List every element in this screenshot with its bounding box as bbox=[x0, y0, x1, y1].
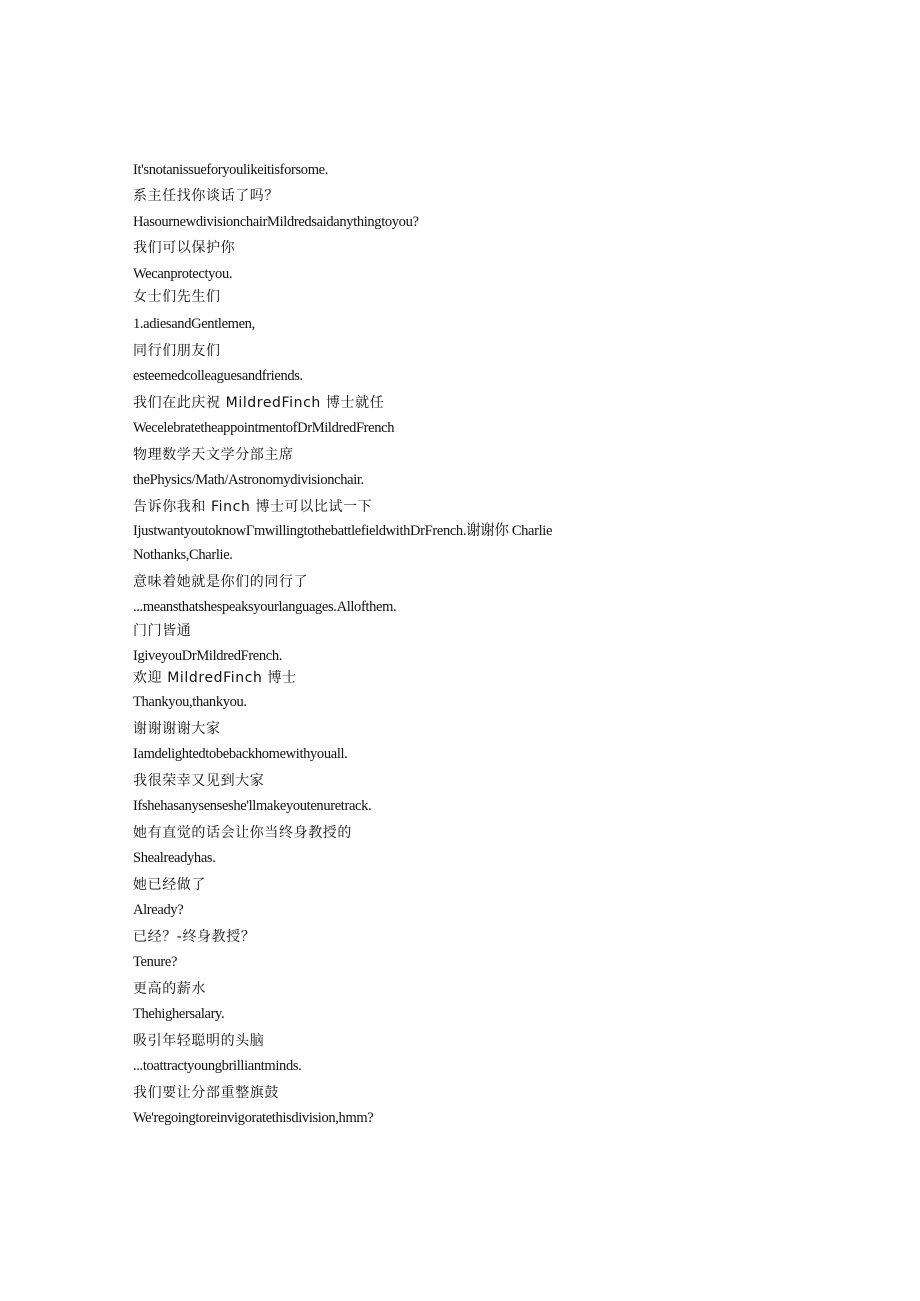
text-line: It'snotanissueforyoulikeitisforsome. bbox=[133, 162, 328, 178]
text-line: ...meansthatshespeaksyourlanguages.Allofthem. bbox=[133, 599, 397, 615]
text-line: 谢谢谢谢大家 bbox=[133, 721, 221, 737]
text-line: 同行们朋友们 bbox=[133, 343, 221, 359]
text-line: Shealreadyhas. bbox=[133, 850, 216, 866]
text-line: 她已经做了 bbox=[133, 877, 206, 893]
text-line: 欢迎 MildredFinch 博士 bbox=[133, 670, 297, 686]
text-line: 已经？-终身教授？ bbox=[133, 929, 256, 945]
text-line: IjustwantyoutoknowΓmwillingtothebattlefieldwithDrFrench.谢谢你 Charlie bbox=[133, 523, 553, 539]
text-line: ...toattractyoungbrilliantminds. bbox=[133, 1058, 302, 1074]
text-line: Thankyou,thankyou. bbox=[133, 694, 247, 710]
text-line: 女士们先生们 bbox=[133, 289, 221, 305]
text-line: 更高的薪水 bbox=[133, 981, 206, 997]
text-line: WecelebratetheappointmentofDrMildredFrench bbox=[133, 420, 395, 436]
text-line: 吸引年轻聪明的头脑 bbox=[133, 1033, 265, 1049]
text-line: 她有直觉的话会让你当终身教授的 bbox=[133, 825, 352, 841]
text-line: 门门皆通 bbox=[133, 623, 192, 639]
text-line: 我很荣幸又见到大家 bbox=[133, 773, 265, 789]
text-line: 我们可以保护你 bbox=[133, 240, 236, 256]
text-line: Thehighersalary. bbox=[133, 1006, 225, 1022]
text-line: esteemedcolleaguesandfriends. bbox=[133, 368, 303, 384]
text-line: Wecanprotectyou. bbox=[133, 266, 233, 282]
text-line: Tenure? bbox=[133, 954, 178, 970]
text-line: 我们在此庆祝 MildredFinch 博士就任 bbox=[133, 395, 385, 411]
text-line: 意味着她就是你们的同行了 bbox=[133, 574, 309, 590]
text-line: 1.adiesandGentlemen, bbox=[133, 316, 255, 332]
text-line: thePhysics/Math/Astronomydivisionchair. bbox=[133, 472, 364, 488]
text-line: 系主任找你谈话了吗？ bbox=[133, 188, 279, 204]
text-line: Ifshehasanysenseshe'llmakeyoutenuretrack. bbox=[133, 798, 372, 814]
text-line: We'regoingtoreinvigoratethisdivision,hmm? bbox=[133, 1110, 374, 1126]
text-line: 告诉你我和 Finch 博士可以比试一下 bbox=[133, 499, 373, 515]
text-line: IgiveyouDrMildredFrench. bbox=[133, 648, 283, 664]
text-line: 物理数学天文学分部主席 bbox=[133, 447, 294, 463]
text-line: Iamdelightedtobebackhomewithyouall. bbox=[133, 746, 348, 762]
text-line: Nothanks,Charlie. bbox=[133, 547, 233, 563]
text-line: 我们要让分部重整旗鼓 bbox=[133, 1085, 279, 1101]
text-line: Already? bbox=[133, 902, 184, 918]
text-line: HasournewdivisionchairMildredsaidanythingtoyou? bbox=[133, 214, 419, 230]
